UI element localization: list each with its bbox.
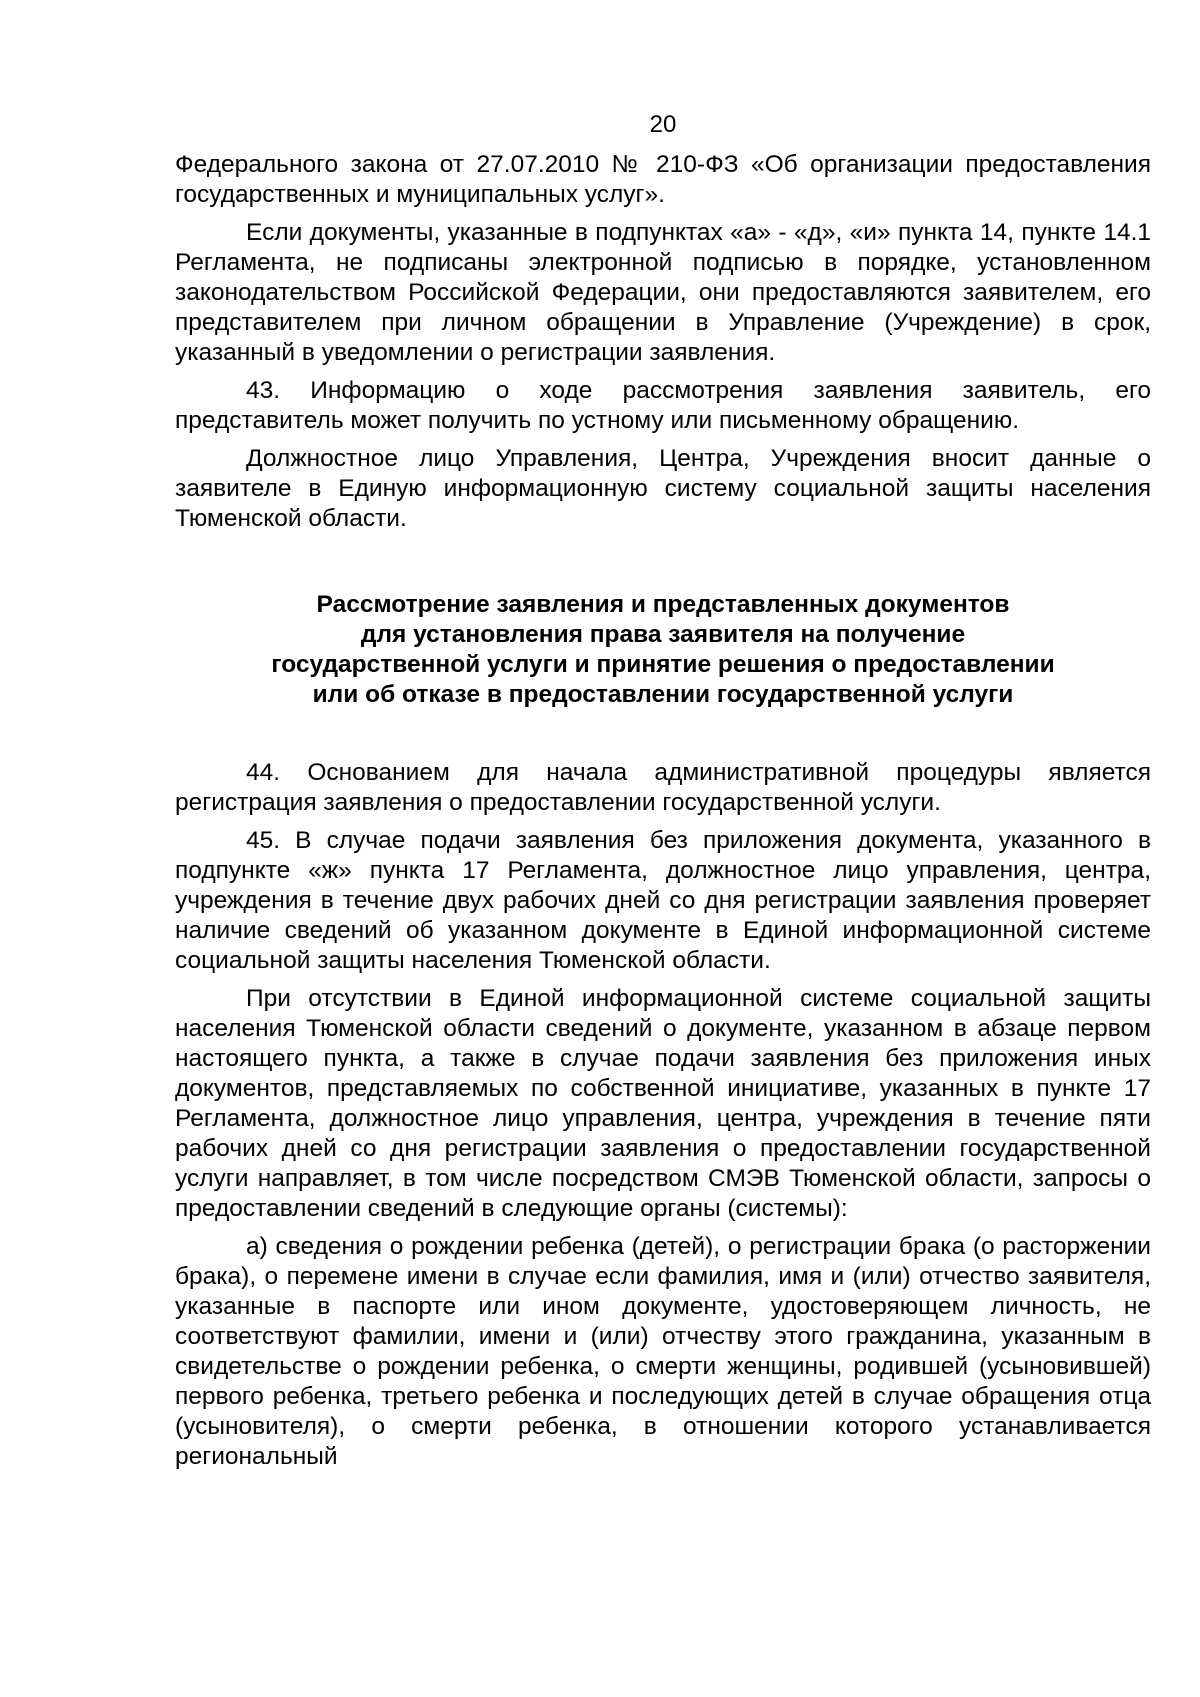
paragraph-item-a: а) сведения о рождении ребенка (детей), о регистрации брака (о расторжении брака), о перемене имени в случае если фамилия, имя и (или) отчество заявителя, указанные в паспорте или ином документе, удостоверяющем личность, не соответствуют фамилии, имени и (или) отчеству этого гражданина, указанным в свидетельстве о рождении ребенка, о смерти женщины, родившей (усыновившей) первого ребенка, третьего ребенка и последующих детей в случае обращения отца (усыновителя), о смерти ребенка, в отношении которого устанавливается региональный xyxy=(175,1233,1151,1470)
paragraph-electronic-signature: Если документы, указанные в подпунктах «а» - «д», «и» пункта 14, пункте 14.1 Регламента, не подписаны электронной подписью в порядке, установленном законодательством Российской Федерации, они предоставляются заявителем, его представителем при личном обращении в Управление (Учреждение) в срок, указанный в уведомлении о регистрации заявления. xyxy=(175,219,1151,366)
page-number: 20 xyxy=(649,111,677,138)
section-heading-line: для установления права заявителя на получение xyxy=(360,621,966,648)
paragraph-law-reference: Федерального закона от 27.07.2010 № 210-ФЗ «Об организации предоставления государственных и муниципальных услуг». xyxy=(175,151,1151,208)
section-heading-line: или об отказе в предоставлении государственной услуги xyxy=(312,681,1014,708)
section-heading-line: Рассмотрение заявления и представленных документов xyxy=(316,591,1010,618)
paragraph-45: 45. В случае подачи заявления без приложения документа, указанного в подпункте «ж» пункта 17 Регламента, должностное лицо управления, центра, учреждения в течение двух рабочих дней со дня регистрации заявления проверяет наличие сведений об указанном документе в Единой информационной системе социальной защиты населения Тюменской области. xyxy=(175,827,1151,974)
paragraph-43: 43. Информацию о ходе рассмотрения заявления заявитель, его представитель может получить по устному или письменному обращению. xyxy=(175,377,1151,434)
paragraph-official-enters-data: Должностное лицо Управления, Центра, Учреждения вносит данные о заявителе в Единую информационную систему социальной защиты населения Тюменской области. xyxy=(175,445,1151,532)
paragraph-requests: При отсутствии в Единой информационной системе социальной защиты населения Тюменской области сведений о документе, указанном в абзаце первом настоящего пункта, а также в случае подачи заявления без приложения иных документов, представляемых по собственной инициативе, указанных в пункте 17 Регламента, должностное лицо управления, центра, учреждения в течение пяти рабочих дней со дня регистрации заявления о предоставлении государственной услуги направляет, в том числе посредством СМЭВ Тюменской области, запросы о предоставлении сведений в следующие органы (системы): xyxy=(175,985,1151,1222)
document-page xyxy=(175,110,1151,1480)
section-heading xyxy=(175,590,1151,710)
paragraph-44: 44. Основанием для начала административной процедуры является регистрация заявления о предоставлении государственной услуги. xyxy=(175,759,1151,816)
section-heading-line: государственной услуги и принятие решения о предоставлении xyxy=(271,651,1055,678)
